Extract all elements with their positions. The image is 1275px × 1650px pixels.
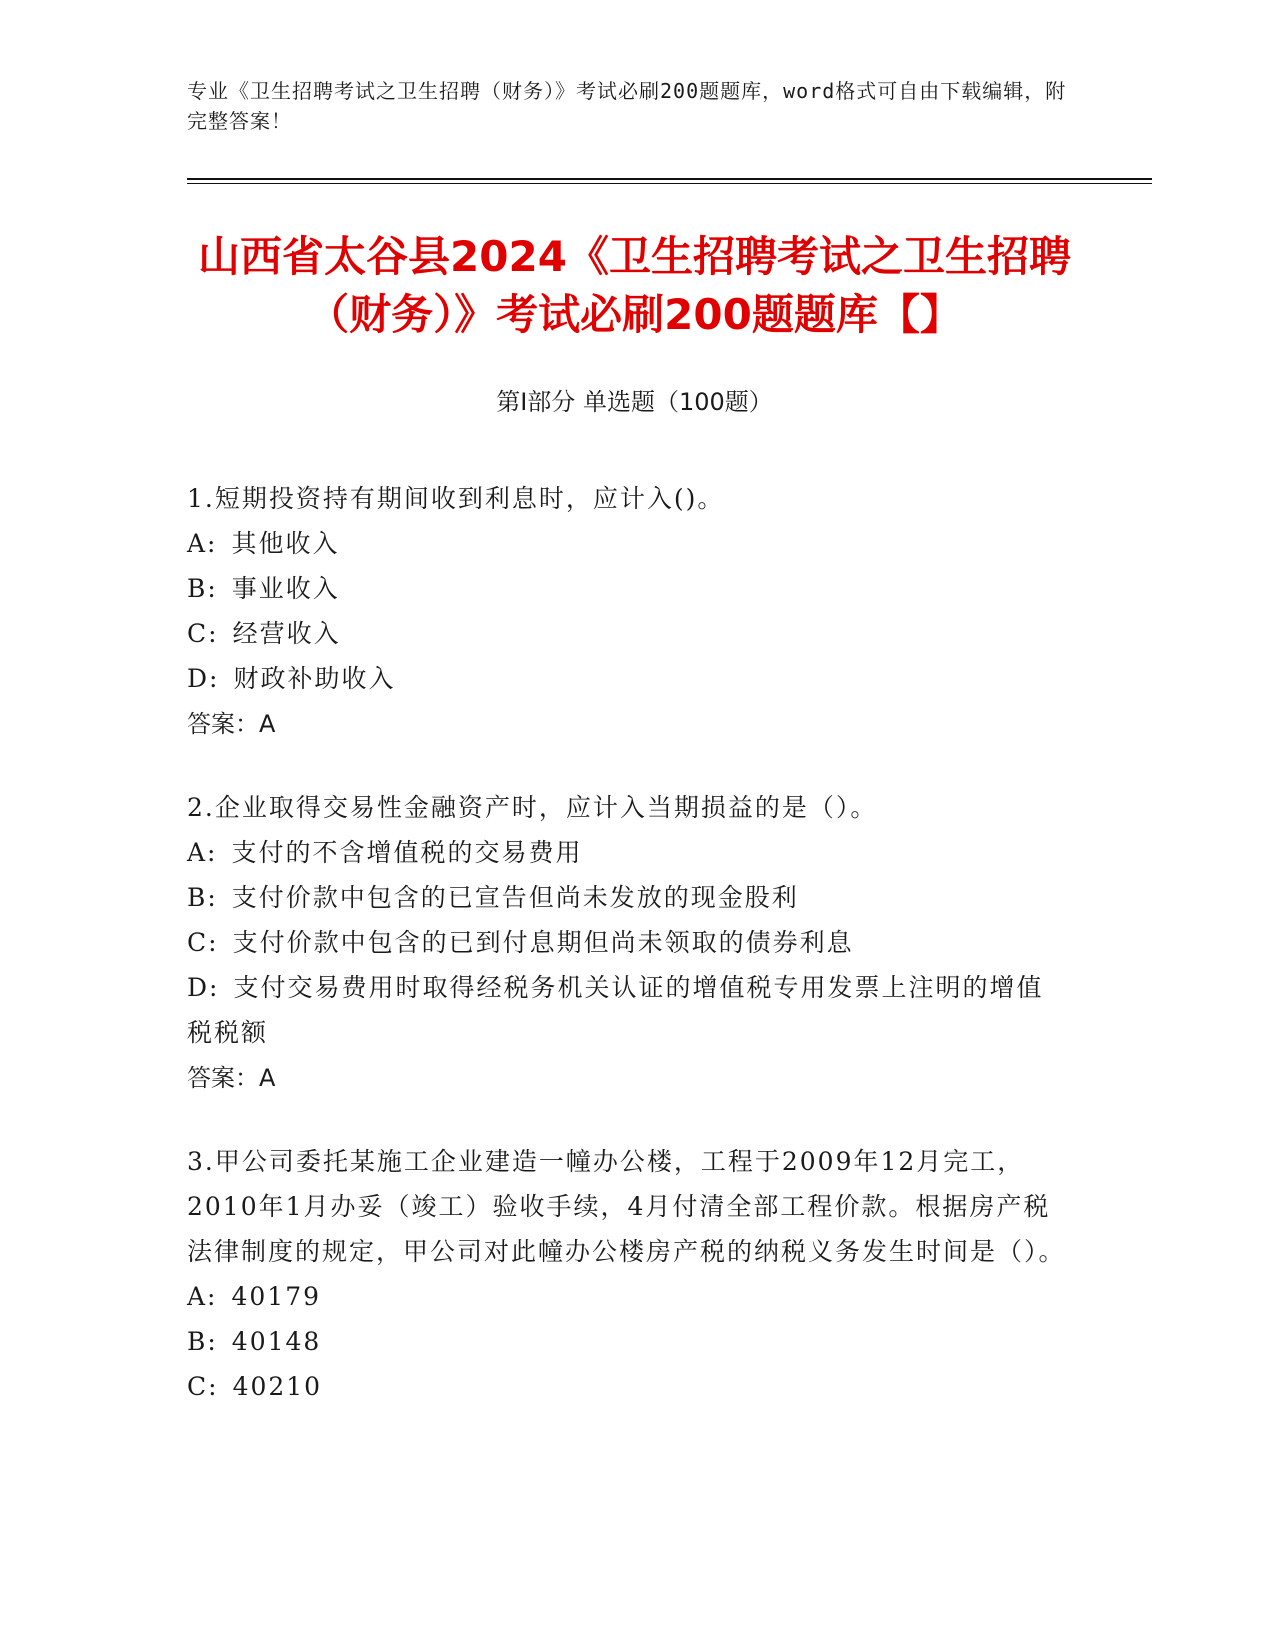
question-3: [187, 1139, 1067, 1409]
option-text: 40179: [231, 1282, 322, 1311]
option-label: A:: [187, 838, 218, 867]
option-label: A:: [187, 529, 218, 558]
header-divider-thin: [187, 183, 1152, 184]
option-label: B:: [187, 883, 218, 912]
section-title: 第Ⅰ部分 单选题（100题）: [496, 388, 773, 416]
option-label: B:: [187, 1327, 218, 1356]
option-text: 事业收入: [231, 574, 340, 603]
option-text: 40210: [232, 1372, 323, 1401]
option-text: 其他收入: [231, 529, 340, 558]
option-d: [187, 656, 1067, 701]
option-label: C:: [187, 1372, 219, 1401]
question-stem: 2.企业取得交易性金融资产时，应计入当期损益的是（）。: [187, 793, 878, 822]
option-b: [187, 1319, 1067, 1364]
question-stem: 3.甲公司委托某施工企业建造一幢办公楼，工程于2009年12月完工，2010年1月办妥（竣工）验收手续，4月付清全部工程价款。根据房产税法律制度的规定，甲公司对此幢办公楼房产税的纳税义务发生时间是（）。: [187, 1147, 1066, 1266]
option-b: [187, 566, 1067, 611]
header-note: 专业《卫生招聘考试之卫生招聘（财务）》考试必刷200题题库，word格式可自由下载编辑，附完整答案！: [187, 79, 1067, 133]
question-1: [187, 476, 1067, 747]
option-b: [187, 875, 1067, 920]
option-a: [187, 1274, 1067, 1319]
option-label: D:: [187, 973, 220, 1002]
option-label: B:: [187, 574, 218, 603]
option-text: 40148: [231, 1327, 322, 1356]
option-a: [187, 521, 1067, 566]
option-label: A:: [187, 1282, 218, 1311]
option-text: 支付价款中包含的已到付息期但尚未领取的债券利息: [232, 928, 854, 957]
answer: 答案：A: [187, 710, 276, 738]
header-divider-thick: [187, 178, 1152, 180]
option-label: C:: [187, 928, 219, 957]
option-text: 财政补助收入: [233, 664, 396, 693]
option-text: 支付交易费用时取得经税务机关认证的增值税专用发票上注明的增值税税额: [187, 973, 1044, 1047]
document-title: 山西省太谷县2024《卫生招聘考试之卫生招聘（财务）》考试必刷200题题库【】: [198, 232, 1071, 339]
option-c: [187, 920, 1067, 965]
option-text: 支付价款中包含的已宣告但尚未发放的现金股利: [231, 883, 799, 912]
option-label: D:: [187, 664, 220, 693]
option-text: 支付的不含增值税的交易费用: [231, 838, 583, 867]
option-label: C:: [187, 619, 219, 648]
answer: 答案：A: [187, 1064, 276, 1092]
question-2: [187, 785, 1067, 1101]
option-text: 经营收入: [232, 619, 341, 648]
question-stem: 1.短期投资持有期间收到利息时，应计入()。: [187, 484, 725, 513]
option-c: [187, 611, 1067, 656]
option-c: [187, 1364, 1067, 1409]
option-a: [187, 830, 1067, 875]
question-list: [187, 476, 1067, 1447]
option-d: [187, 965, 1067, 1055]
